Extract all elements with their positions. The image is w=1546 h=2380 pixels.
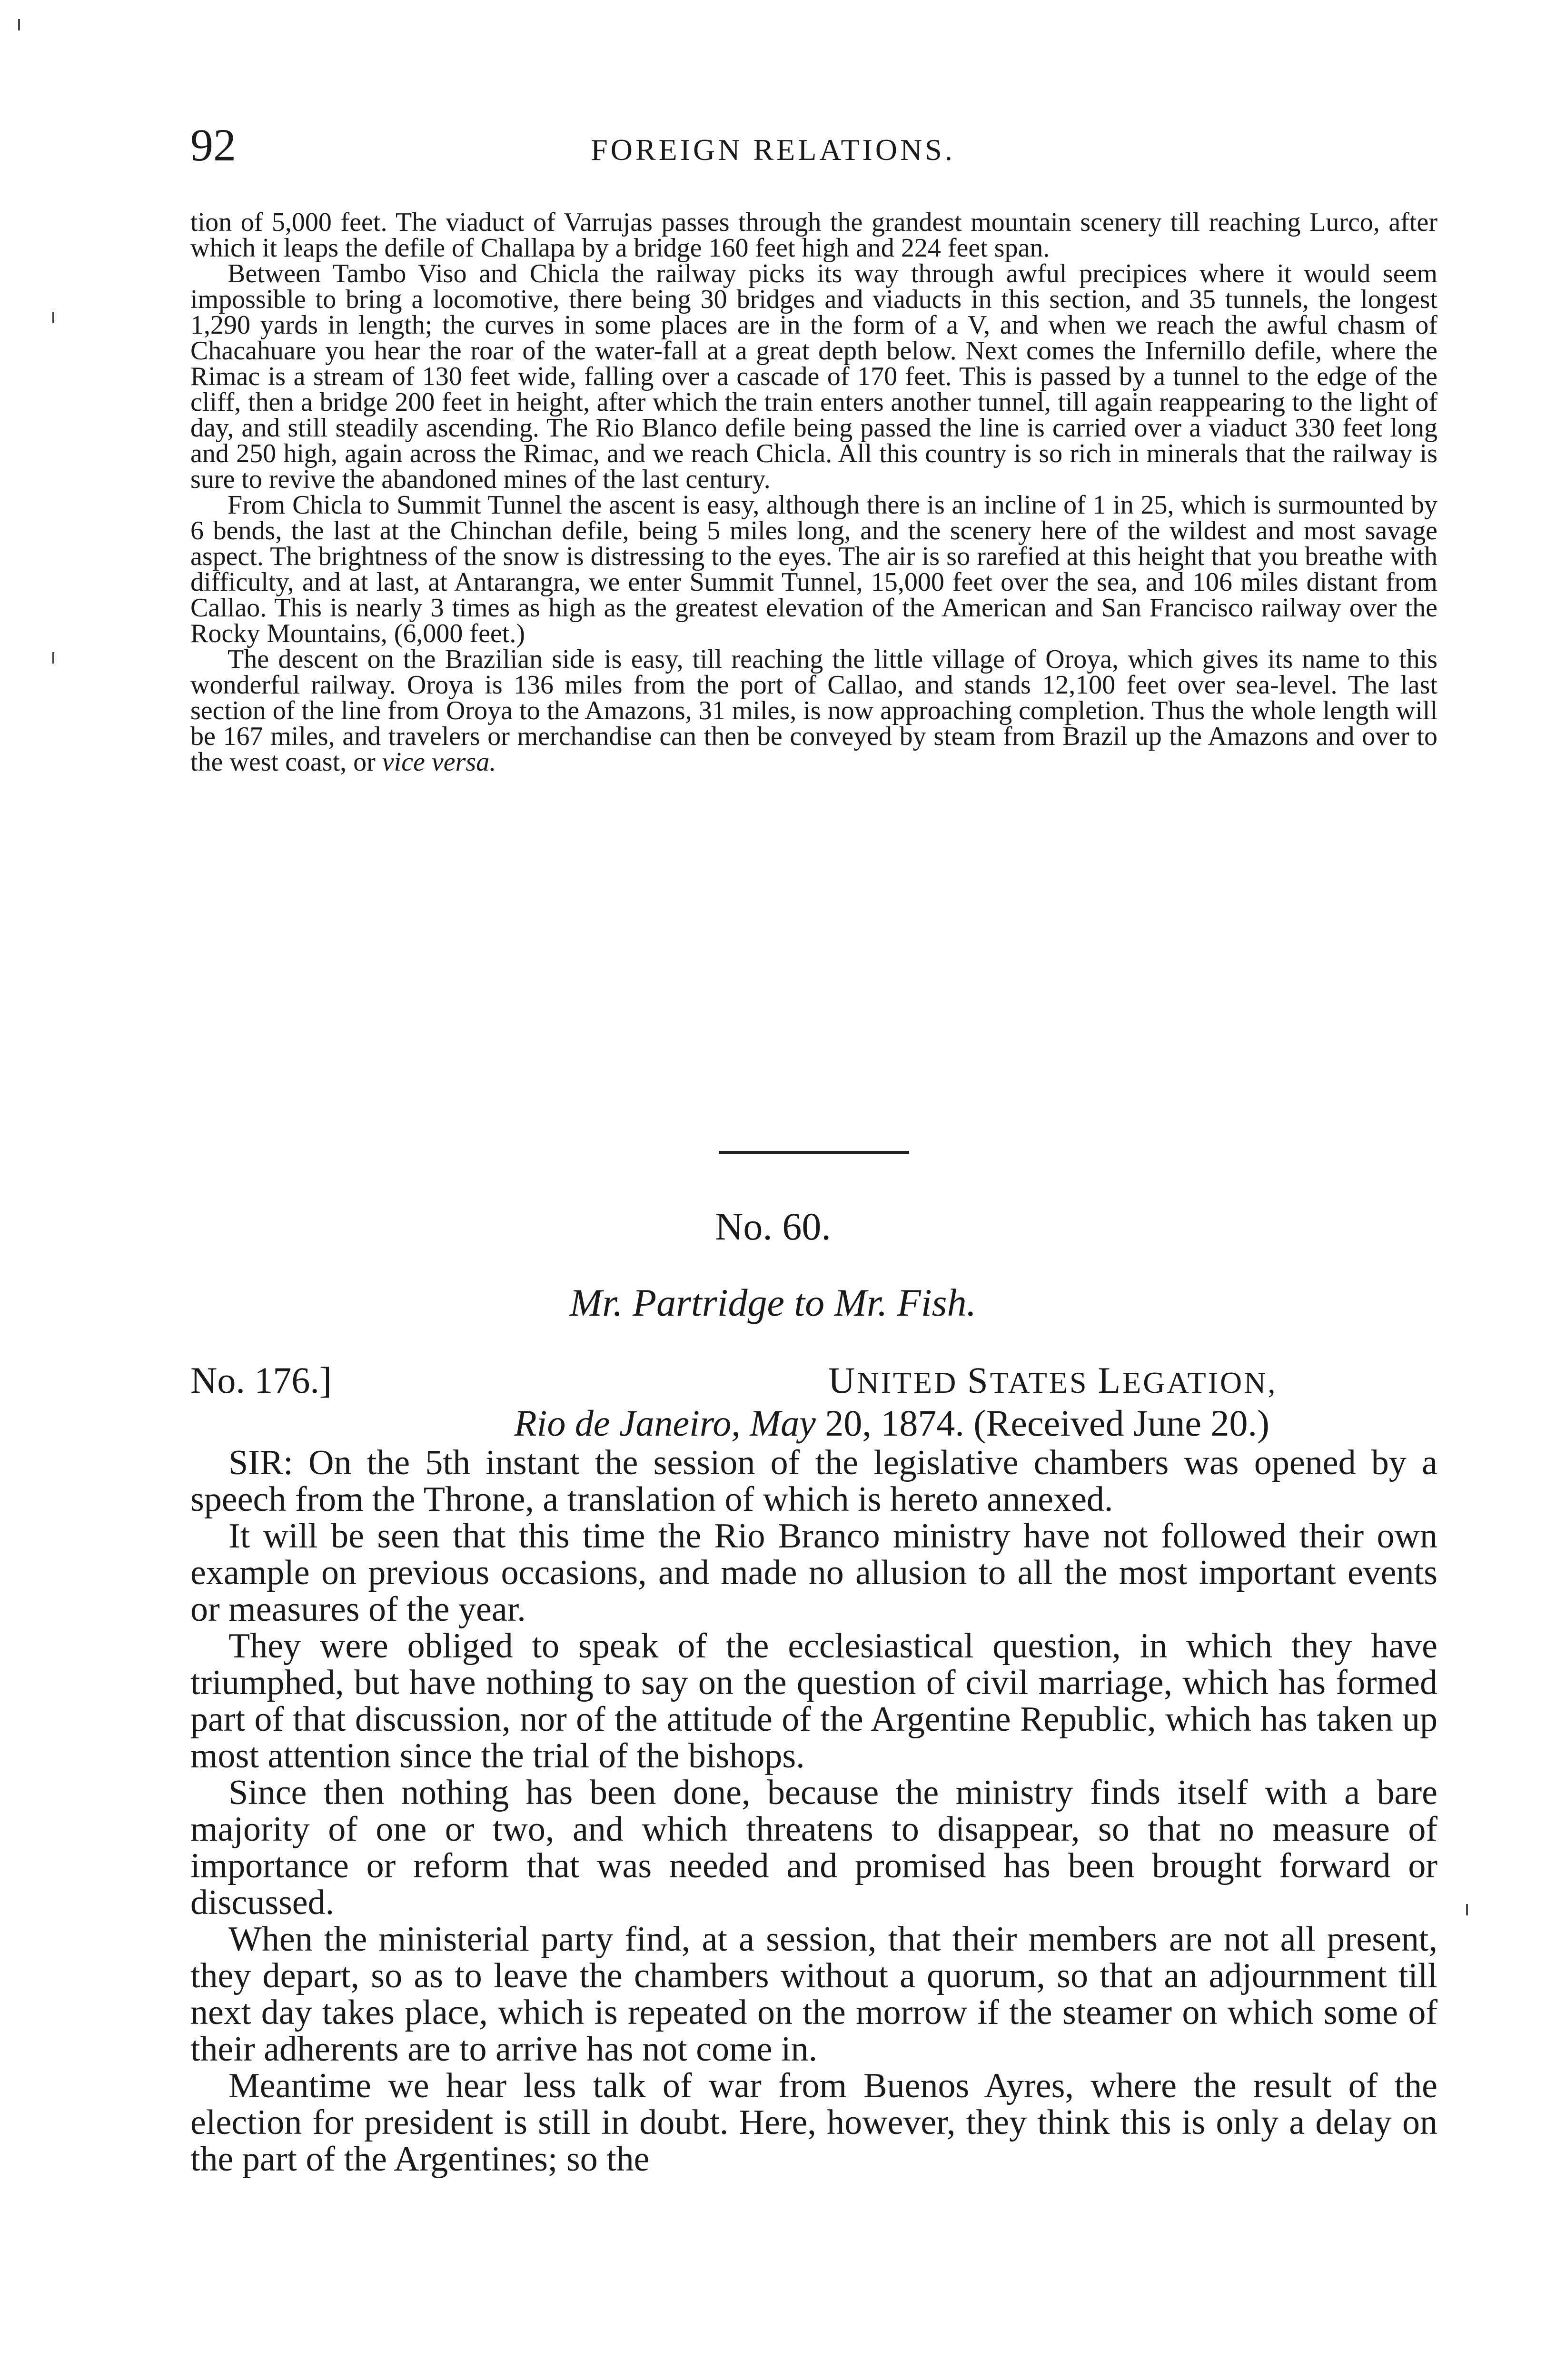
- margin-mark: [18, 19, 27, 30]
- paragraph: Meantime we hear less talk of war from Buenos Ayres, where the result of the election for president is still in doubt. Here, however, they think this is only a delay on the part of the Argentines; so the: [190, 2066, 1437, 2179]
- document-title: Mr. Partridge to Mr. Fish.: [569, 1281, 977, 1324]
- paragraph: [190, 1445, 1437, 1518]
- paragraph-text: On the 5th instant the session of the legislative chambers was opened by a speech from the Throne, a translation of which is hereto annexed.: [190, 1443, 1438, 1519]
- running-head: FOREIGN RELATIONS.: [591, 133, 955, 167]
- dispatch-dateline: [514, 1402, 1269, 1445]
- paragraph: tion of 5,000 feet. The viaduct of Varrujas passes through the grandest mountain scenery till reaching Lurco, after which it leaps the defile of Challapa by a bridge 160 feet high and 224 feet span.: [190, 208, 1437, 263]
- margin-mark: [52, 652, 61, 664]
- place-date: Rio de Janeiro, May: [514, 1402, 816, 1444]
- paragraph: From Chicla to Summit Tunnel the ascent is easy, although there is an incline of 1 in 25, which is surmounted by 6 bends, the last at the Chinchan defile, being 5 miles long, and the scenery here of the wildest and most savage aspect. The brightness of the snow is distressing to the eyes. The air is so rarefied at this height that you breathe with difficulty, and at last, at Antarangra, we enter Summit Tunnel, 15,000 feet over the sea, and 106 miles distant from Callao. This is nearly 3 times as high as the greatest elevation of the American and San Francisco railway over the Rocky Mountains, (6,000 feet.): [190, 490, 1437, 648]
- legation-name: UNITED STATES LEGATION,: [828, 1359, 1278, 1401]
- section-rule: [719, 1151, 909, 1154]
- page-header: [0, 119, 1546, 171]
- salutation: SIR:: [228, 1443, 293, 1482]
- paragraph: [190, 646, 1437, 775]
- document-number: No. 60.: [715, 1205, 831, 1248]
- date-received: 20, 1874. (Received June 20.): [815, 1402, 1270, 1444]
- dispatch-heading: [190, 1359, 1437, 1407]
- page-number: 92: [190, 119, 236, 170]
- paragraph: It will be seen that this time the Rio Branco ministry have not followed their own example on previous occasions, and made no allusion to all the most important events or measures of the year.: [190, 1517, 1437, 1629]
- paragraph: Between Tambo Viso and Chicla the railway picks its way through awful precipices where it would seem impossible to bring a locomotive, there being 30 bridges and viaducts in this section, and 35 tunnels, the longest 1,290 yards in length; the curves in some places are in the form of a V, and when we reach the awful chasm of Chacahuare you hear the roar of the water-fall at a great depth below. Next comes the Infernillo defile, where the Rimac is a stream of 130 feet wide, falling over a cascade of 170 feet. This is passed by a tunnel to the edge of the cliff, then a bridge 200 feet in height, after which the train enters another tunnel, till again reappearing to the light of day, and still steadily ascending. The Rio Blanco defile being passed the line is carried over a viaduct 330 feet long and 250 high, again across the Rimac, and we reach Chicla. All this country is so rich in minerals that the railway is sure to revive the abandoned mines of the last century.: [190, 259, 1437, 494]
- letter-body: [190, 1445, 1437, 2178]
- paragraph: When the ministerial party find, at a session, that their members are not all present, they depart, so as to leave the chambers without a quorum, so that an adjournment till next day takes place, which is repeated on the morrow if the steamer on which some of their adherents are to arrive has not come in.: [190, 1920, 1437, 2069]
- paragraph: Since then nothing has been done, because the ministry finds itself with a bare majority of one or two, and which threatens to disappear, so that no measure of importance or reform that was needed and promised has been brought forward or discussed.: [190, 1773, 1437, 1922]
- paragraph-text: The descent on the Brazilian side is easy, till reaching the little village of Oroya, which gives its name to this wonderful railway. Oroya is 136 miles from the port of Callao, and stands 12,100 feet over sea-level. The last section of the line from Oroya to the Amazons, 31 miles, is now approaching completion. Thus the whole length will be 167 miles, and travelers or merchandise can then be conveyed by steam from Brazil up the Amazons and over to the west coast, or: [190, 645, 1437, 777]
- paragraph: They were obliged to speak of the ecclesiastical question, in which they have triumphed, but have nothing to say on the question of civil marriage, which has formed part of that discussion, nor of the attitude of the Argentine Republic, which has taken up most attention since the trial of the bishops.: [190, 1626, 1437, 1775]
- margin-mark: [1466, 1904, 1475, 1915]
- continued-text: [190, 209, 1437, 775]
- margin-mark: [52, 312, 61, 323]
- dispatch-number: No. 176.]: [190, 1359, 332, 1401]
- italic-phrase: vice versa.: [382, 747, 496, 777]
